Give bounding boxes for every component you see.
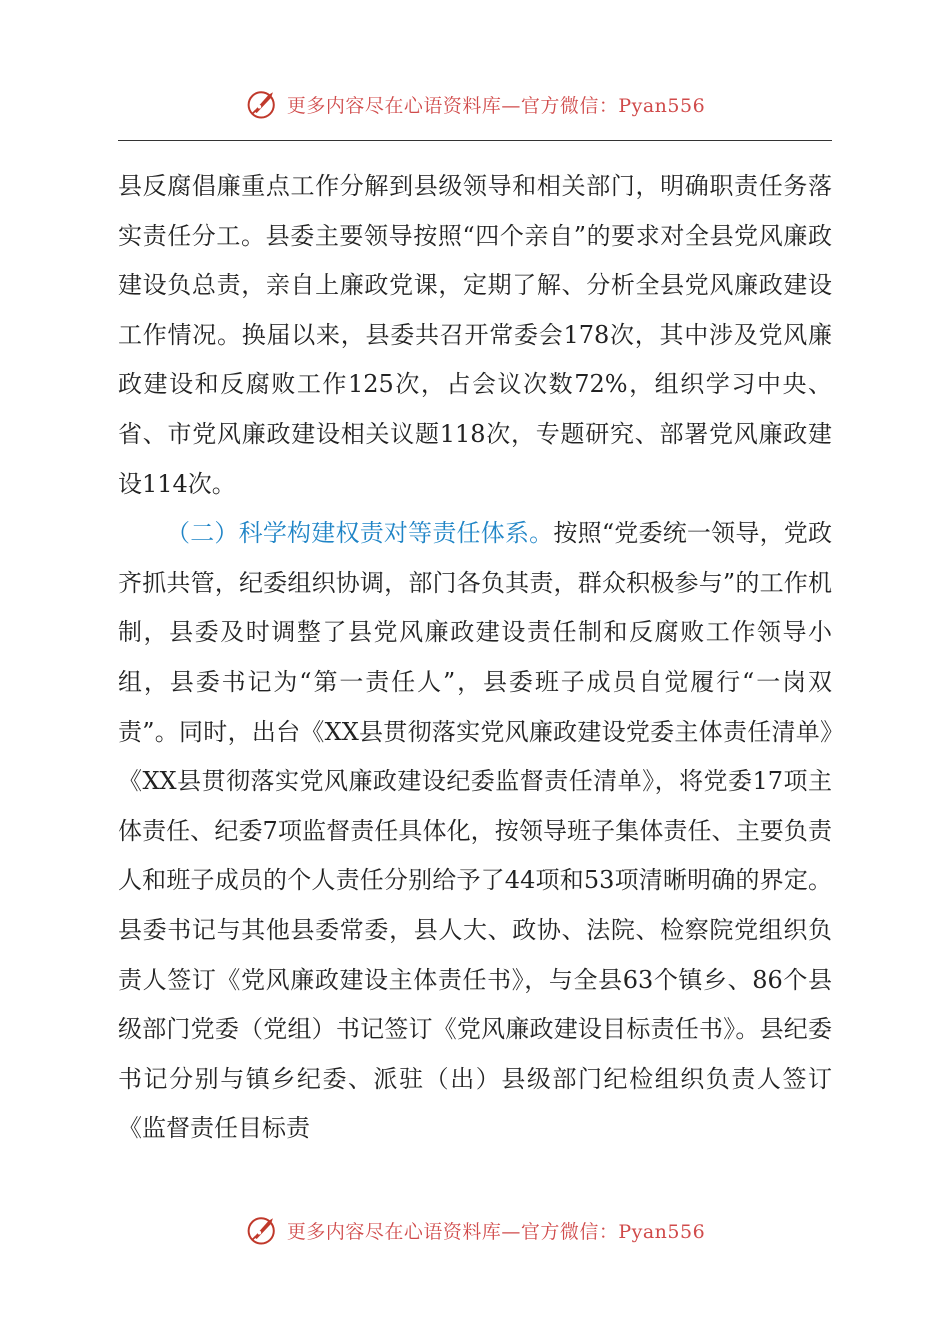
- header-divider: [118, 140, 832, 141]
- pen-seal-icon: [245, 86, 281, 122]
- paragraph-2: [118, 509, 832, 1154]
- section-heading: （二）科学构建权责对等责任体系。: [166, 519, 554, 548]
- header-watermark-text: 更多内容尽在心语资料库—官方微信：Pyan556: [286, 94, 706, 117]
- paragraph-2-text: 按照“党委统一领导，党政齐抓共管，纪委组织协调，部门各负其责，群众积极参与”的工作机制，县委及时调整了县党风廉政建设责任制和反腐败工作领导小组，县委书记为“第一责任人”，县委班子成员自觉履行“一岗双责”。同时，出台《XX县贯彻落实党风廉政建设党委主体责任清单》《XX县贯彻落实党风廉政建设纪委监督责任清单》，将党委17项主体责任、纪委7项监督责任具体化，按领导班子集体责任、主要负责人和班子成员的个人责任分别给予了44项和53项清晰明确的界定。县委书记与其他县委常委，县人大、政协、法院、检察院党组织负责人签订《党风廉政建设主体责任书》，与全县63个镇乡、86个县级部门党委（党组）书记签订《党风廉政建设目标责任书》。县纪委书记分别与镇乡纪委、派驻（出）县级部门纪检组织负责人签订《监督责任目标责: [118, 519, 832, 1143]
- paragraph-1: 县反腐倡廉重点工作分解到县级领导和相关部门，明确职责任务落实责任分工。县委主要领导按照“四个亲自”的要求对全县党风廉政建设负总责，亲自上廉政党课，定期了解、分析全县党风廉政建设工作情况。换届以来，县委共召开常委会178次，其中涉及党风廉政建设和反腐败工作125次，占会议次数72%，组织学习中央、省、市党风廉政建设相关议题118次，专题研究、部署党风廉政建设114次。: [118, 172, 832, 498]
- header-watermark: [0, 84, 950, 124]
- footer-watermark: [0, 1210, 950, 1250]
- document-body: [118, 162, 832, 1154]
- footer-watermark-text: 更多内容尽在心语资料库—官方微信：Pyan556: [286, 1220, 706, 1243]
- pen-seal-icon: [245, 1212, 281, 1248]
